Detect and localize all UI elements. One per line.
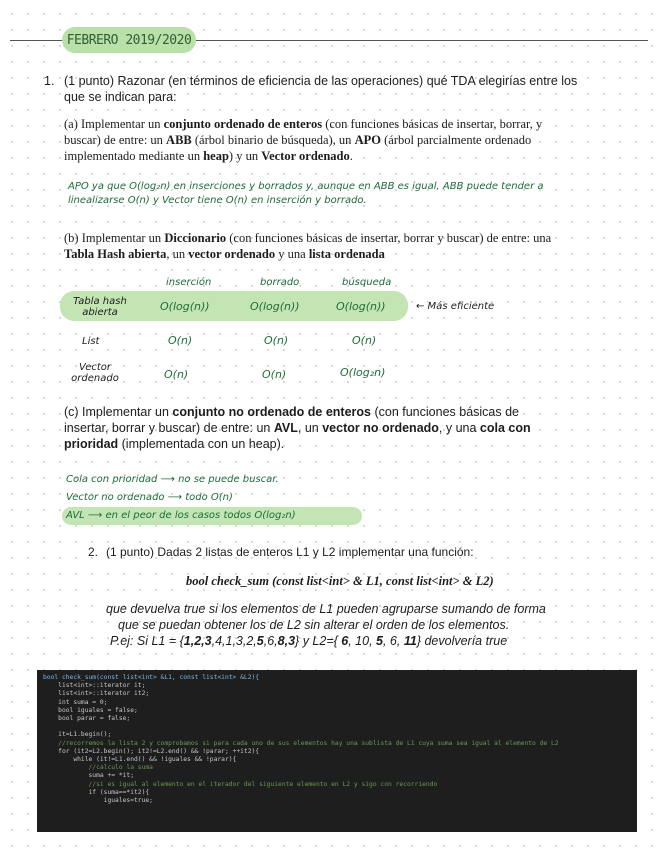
table-cell: O(log(n)) — [160, 300, 210, 313]
table-cell: O(n) — [262, 368, 287, 381]
q1-c-answer: AVL ⟶ en el peor de los casos todos O(log₂n) — [66, 510, 296, 521]
text-run: (b) Implementar un — [64, 231, 165, 245]
bold-text-run: vector no ordenado — [322, 421, 439, 435]
bold-text-run: conjunto ordenado de enteros — [163, 117, 323, 131]
q1-a-statement — [64, 116, 564, 164]
bold-text-run: AVL — [273, 421, 298, 435]
bold-text-run: 5 — [256, 634, 264, 648]
text-run: , un — [297, 421, 323, 435]
code-line: if (suma==*it2){ — [43, 788, 150, 796]
table-row-label: List — [82, 336, 100, 347]
table-cell: O(n) — [168, 334, 193, 347]
bold-text-run: ABB — [166, 133, 192, 147]
bold-text-run: conjunto no ordenado de enteros — [172, 405, 371, 419]
table-row-label: Tabla hash abierta — [73, 296, 127, 318]
code-line: bool check_sum(const list<int> &L1, const list<int> &L2){ — [43, 674, 260, 681]
q2-description: que se puedan obtener los de L2 sin alterar el orden de los elementos. — [118, 618, 510, 632]
bold-text-run: 11 — [403, 634, 417, 648]
q2-example — [110, 633, 507, 649]
code-line: list<int>::iterator it2; — [43, 690, 150, 698]
q1-c-answer: Vector no ordenado ⟶ todo O(n) — [66, 492, 233, 503]
table-cell: O(log(n)) — [336, 300, 386, 313]
text-run: , un — [166, 247, 189, 261]
text-run: (implementada con un heap). — [118, 437, 285, 451]
bold-text-run: Diccionario — [164, 231, 227, 245]
code-line: suma += *it; — [43, 772, 134, 780]
code-line: int suma = 0; — [43, 698, 108, 706]
table-row-label: Vector ordenado — [71, 362, 119, 384]
code-line: bool parar = false; — [43, 715, 131, 723]
text-run: . — [349, 149, 353, 163]
bold-text-run: lista ordenada — [308, 247, 385, 261]
code-line: //si es igual al elemento en el iterador del siguiente elemento en L2 y sigo con recorriendo — [43, 780, 438, 788]
text-run: , y una — [438, 421, 480, 435]
bold-text-run: heap — [203, 149, 229, 163]
code-line: for (it2=L2.begin(); it2!=L2.end() && !parar; ++it2){ — [43, 747, 260, 755]
text-run: } y L2={ — [295, 634, 342, 648]
text-run: ,6, — [263, 634, 278, 648]
table-cell: O(n) — [352, 334, 377, 347]
page-title: FEBRERO 2019/2020 — [62, 27, 196, 53]
q2-signature: bool check_sum (const list<int> & L1, const list<int> & L2) — [186, 574, 494, 588]
bold-text-run: vector ordenado — [188, 247, 276, 261]
text-run: (árbol binario de búsqueda), un — [191, 133, 355, 147]
bold-text-run: cola con prioridad — [64, 421, 531, 451]
q1-number: 1. — [44, 74, 55, 88]
code-line: //recorremos la lista 2 y comprobamos si para cada uno de sus elementos hay una sublista de L1 cuya suma sea igual al elemento de L2 — [43, 739, 559, 747]
text-run: ) y un — [228, 149, 262, 163]
bold-text-run: 6 — [341, 634, 349, 648]
code-line: list<int>::iterator it; — [43, 682, 146, 690]
text-run: y una — [275, 247, 309, 261]
code-line: bool iguales = false; — [43, 706, 138, 714]
text-run: (con funciones básicas de insertar, borrar y buscar) de entre: un — [64, 405, 520, 435]
bold-text-run: APO — [354, 133, 381, 147]
table-cell: O(n) — [164, 368, 189, 381]
code-line: while (it!=L1.end() && !iguales && !parar){ — [43, 756, 237, 764]
q1-a-answer-line2: linealizarse O(n) y Vector tiene O(n) en inserción y borrado. — [68, 195, 367, 206]
table-header-borrado: borrado — [260, 277, 300, 288]
bold-text-run: Vector ordenado — [261, 149, 350, 163]
text-run: (con funciones básicas de insertar, borrar y buscar) de entre: una — [226, 231, 552, 245]
bold-text-run: 1,2,3 — [183, 634, 212, 648]
table-cell: O(n) — [264, 334, 289, 347]
q2-number: 2. — [88, 545, 99, 559]
code-block — [37, 670, 637, 832]
q1-a-answer-line1: APO ya que O(log₂n) en inserciones y borrados y, aunque en ABB es igual, ABB puede tender a — [68, 181, 544, 192]
q2-description: que devuelva true si los elementos de L1 pueden agruparse sumando de forma — [106, 602, 546, 616]
text-run: (árbol parcialmente ordenado implementado mediante un — [64, 133, 532, 163]
table-note: ← Más eficiente — [416, 301, 495, 312]
text-run: (a) Implementar un — [64, 117, 164, 131]
text-run: , 10, — [348, 634, 377, 648]
title-rule-left — [10, 40, 64, 41]
text-run: (c) Implementar un — [64, 405, 173, 419]
q1-b-statement — [64, 230, 564, 262]
table-cell: O(log₂n) — [340, 366, 386, 379]
table-header-busqueda: búsqueda — [342, 277, 392, 288]
code-line: it=L1.begin(); — [43, 731, 112, 739]
code-line: //calculo la suma — [43, 764, 153, 772]
bold-text-run: 5 — [376, 634, 383, 648]
text-run: (con funciones básicas de insertar, borrar, y buscar) de entre: un — [64, 117, 543, 147]
code-line: iguales=true; — [43, 797, 153, 805]
text-run: , 6, — [382, 634, 404, 648]
bold-text-run: 8,3 — [277, 634, 296, 648]
bold-text-run: Tabla Hash abierta — [64, 247, 167, 261]
title-rule-right — [196, 40, 648, 41]
text-run: ,4,1,3,2, — [211, 634, 257, 648]
text-run: P.ej: Si L1 = { — [110, 634, 184, 648]
q1-intro: (1 punto) Razonar (en términos de eficiencia de las operaciones) qué TDA elegirías entre los que se indican para: — [64, 74, 578, 104]
q1-c-statement — [64, 404, 554, 452]
text-run: } devolvería true — [416, 634, 508, 648]
q1-c-answer: Cola con prioridad ⟶ no se puede buscar. — [66, 474, 279, 485]
table-header-insercion: inserción — [166, 277, 212, 288]
q2-intro: (1 punto) Dadas 2 listas de enteros L1 y L2 implementar una función: — [106, 545, 474, 559]
table-cell: O(log(n)) — [250, 300, 300, 313]
code-line — [43, 723, 637, 731]
